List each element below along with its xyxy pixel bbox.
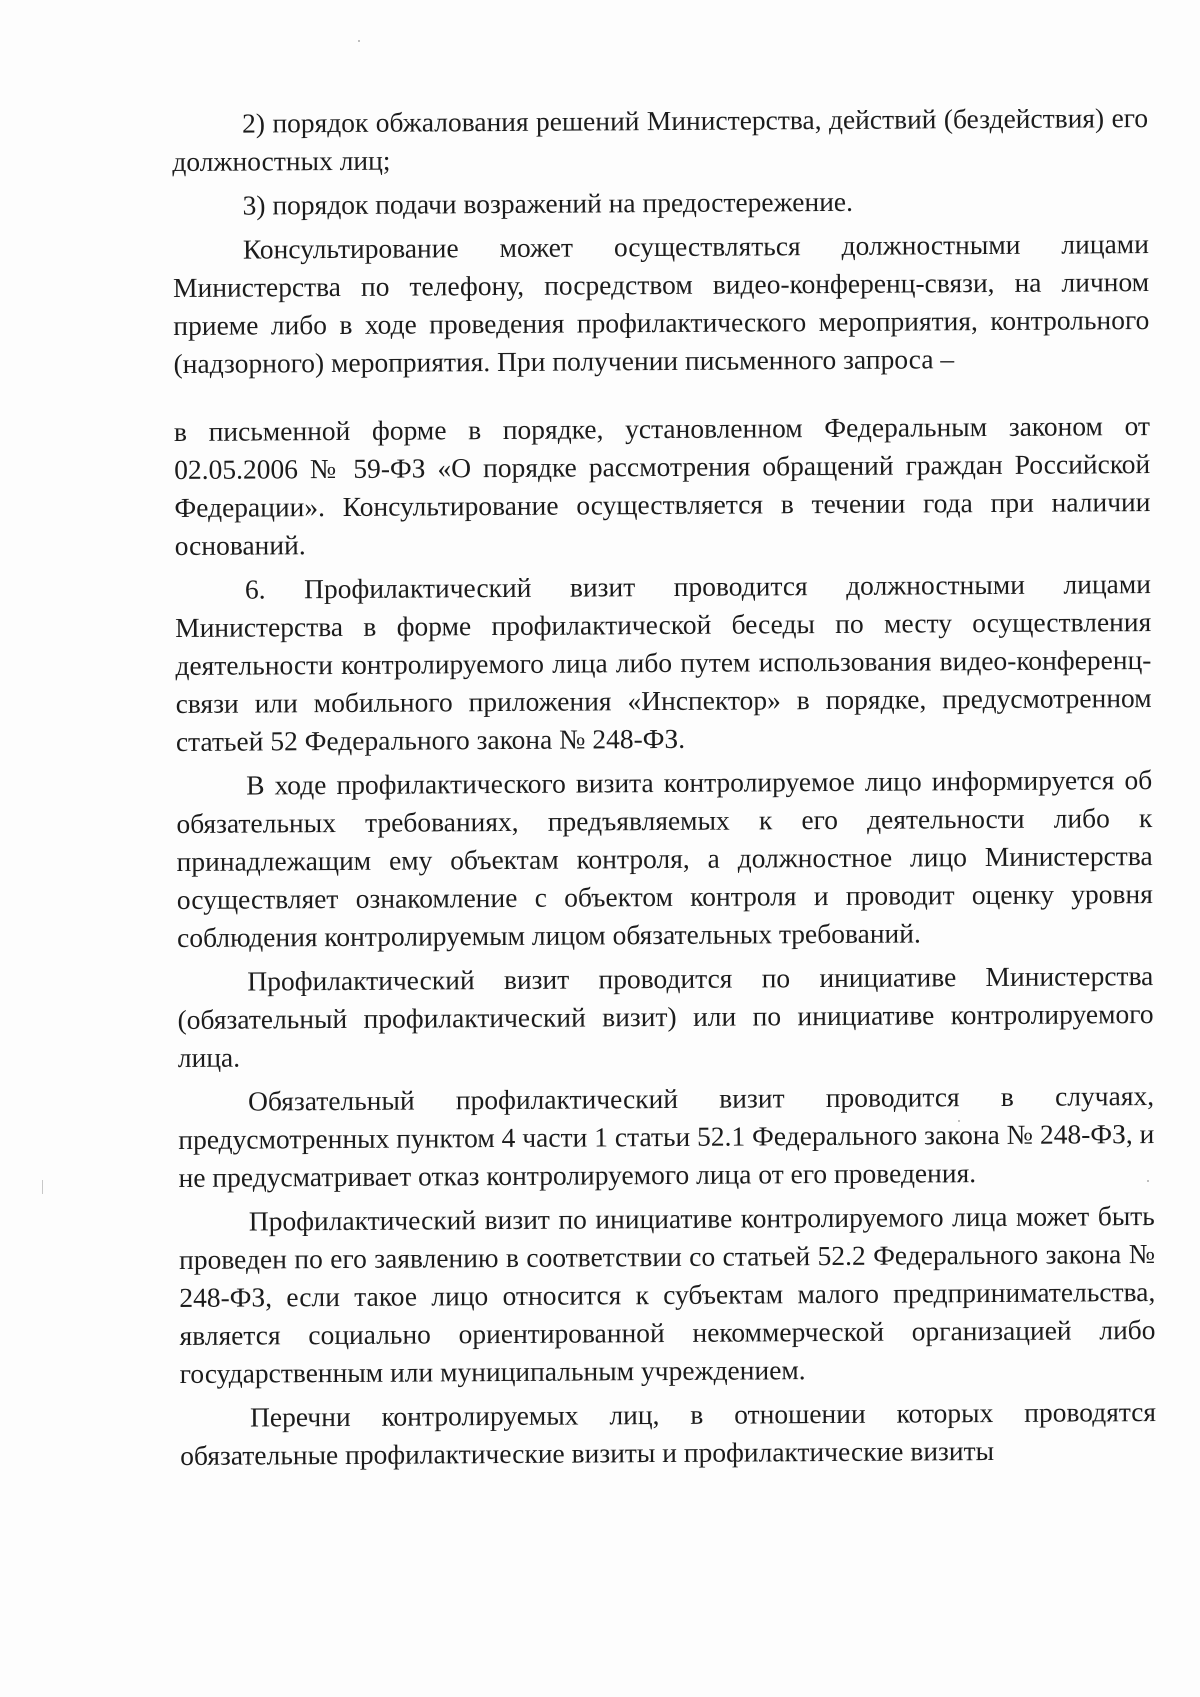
scan-speck <box>42 1180 43 1194</box>
paragraph-objection-procedure: 3) порядок подачи возражений на предостережение. <box>242 185 854 221</box>
document-body <box>172 99 1156 1481</box>
paragraph-preventive-visit: 6. Профилактический визит проводится должностными лицами Министерства в форме профилактической беседы по месту осуществления деятельности контролируемого лица либо путем использования видео-конференц-связи или мобильного приложения «Инспектор» в порядке, предусмотренном статьей 52 Федерального закона № 248-ФЗ. <box>175 568 1152 757</box>
paragraph-appeal-procedure: 2) порядок обжалования решений Министерства, действий (бездействия) его должностных лиц; <box>172 102 1149 177</box>
paragraph-consulting: Консультирование может осуществляться должностными лицами Министерства по телефону, посредством видео-конференц-связи, на личном приеме либо в ходе проведения профилактического мероприятия, контрольного (надзорного) мероприятия. При получении письменного запроса – <box>173 228 1150 379</box>
paragraph-written-form: в письменной форме в порядке, установленном Федеральным законом от 02.05.2006 № 59-ФЗ «О порядке рассмотрения обращений граждан Российской Федерации». Консультирование осуществляется в течении года при наличии оснований. <box>173 410 1151 561</box>
paragraph-visit-by-request: Профилактический визит по инициативе контролируемого лица может быть проведен по его заявлению в соответствии со статьей 52.2 Федерального закона № 248-ФЗ, если такое лицо относится к субъектам малого предпринимательства, является социально ориентированной некоммерческой организацией либо государственным или муниципальным учреждением. <box>178 1200 1156 1389</box>
paragraph-lists: Перечни контролируемых лиц, в отношении которых проводятся обязательные профилактические визиты и профилактические визиты <box>180 1396 1157 1471</box>
paragraph-visit-initiative: Профилактический визит проводится по инициативе Министерства (обязательный профилактический визит) или по инициативе контролируемого лица. <box>177 960 1154 1073</box>
scan-speck <box>358 40 360 42</box>
paragraph-mandatory-visit: Обязательный профилактический визит проводится в случаях, предусмотренных пунктом 4 части 1 статьи 52.1 Федерального закона № 248-ФЗ, и не предусматривает отказ контролируемого лица от его проведения. <box>178 1080 1155 1193</box>
paragraph-visit-informing: В ходе профилактического визита контролируемое лицо информируется об обязательных требованиях, предъявляемых к его деятельности либо к принадлежащим ему объектам контроля, а должностное лицо Министерства осуществляет ознакомление с объектом контроля и проводит оценку уровня соблюдения контролируемым лицом обязательных требований. <box>176 764 1153 953</box>
